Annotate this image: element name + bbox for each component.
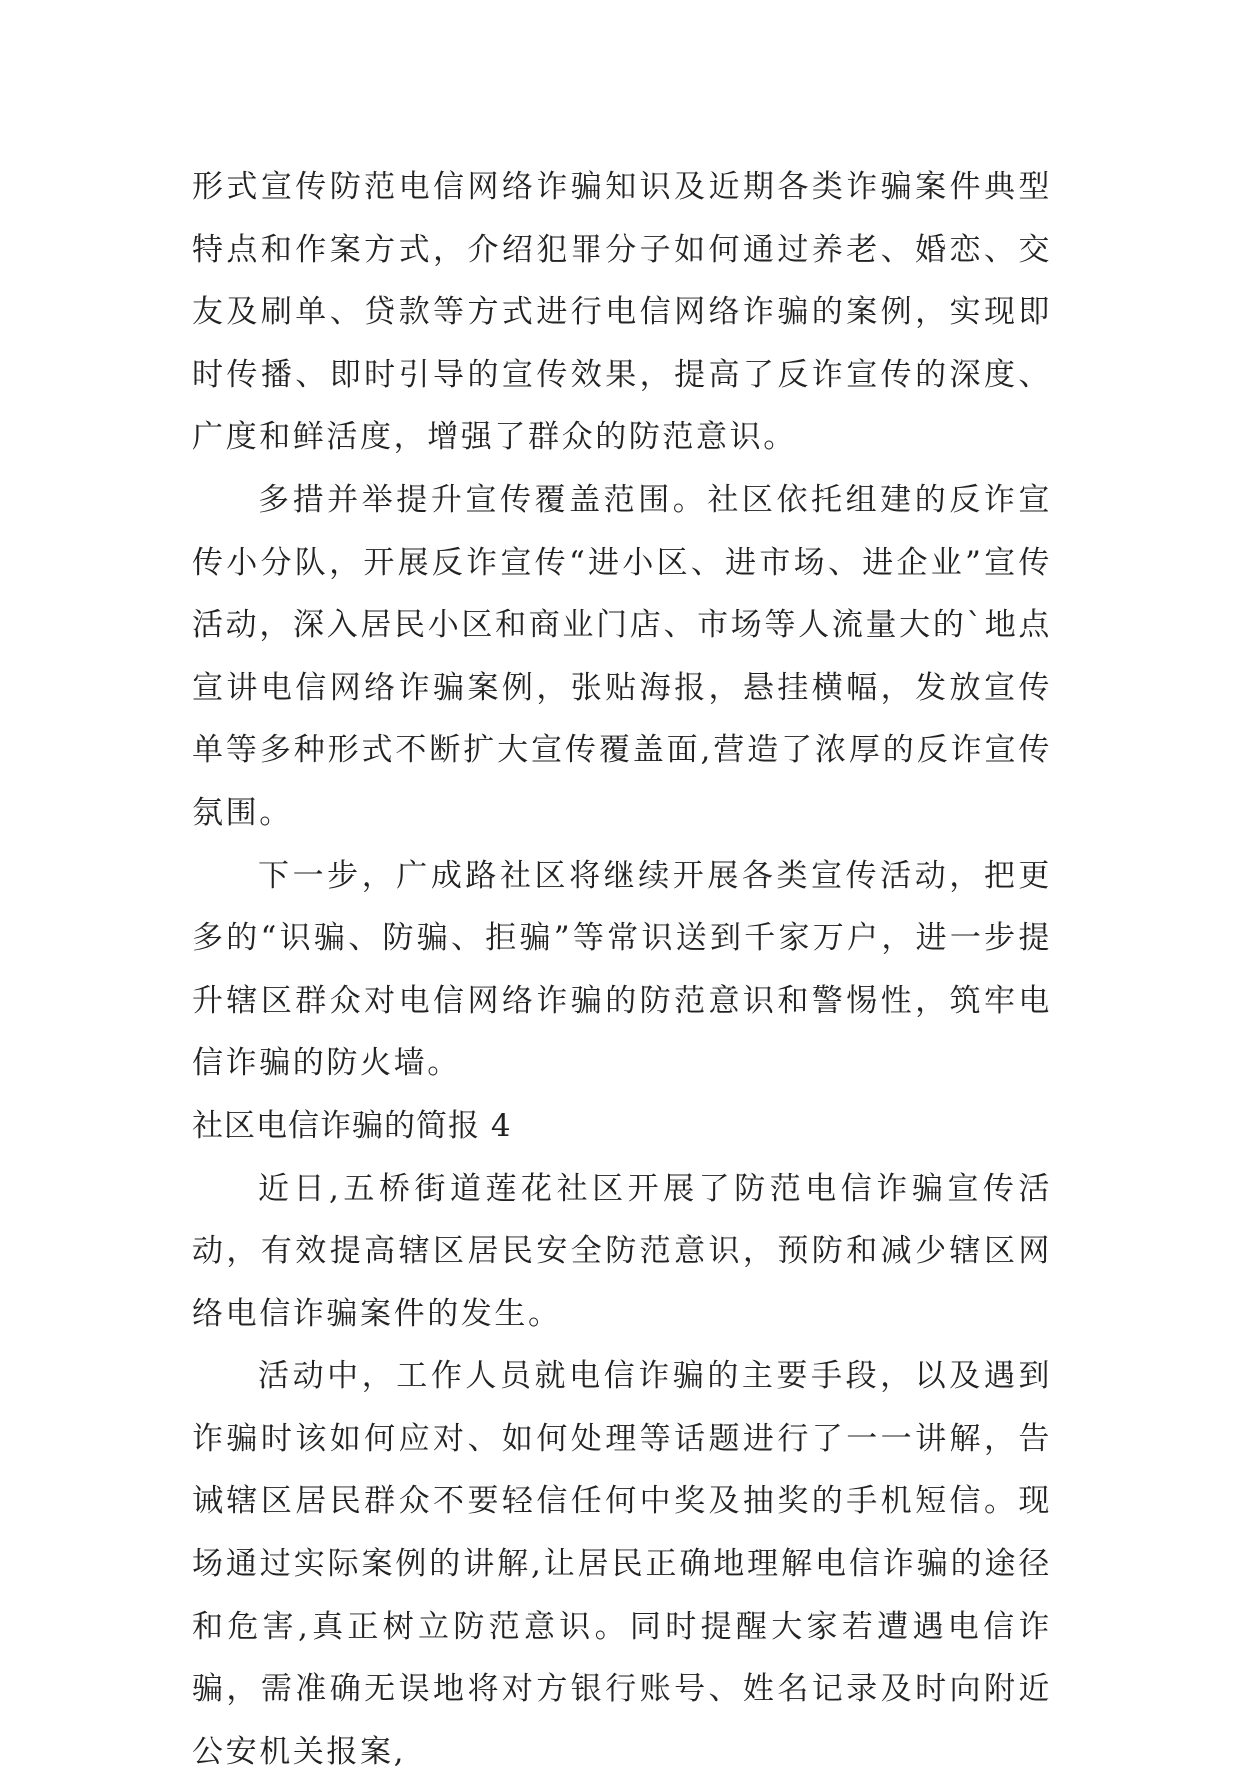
document-body — [192, 156, 1052, 1783]
paragraph-next-step: 下一步，广成路社区将继续开展各类宣传活动，把更多的“识骗、防骗、拒骗”等常识送到千家万户，进一步提升辖区群众对电信网络诈骗的防范意识和警惕性，筑牢电信诈骗的防火墙。 — [192, 857, 1052, 1082]
section-title: 社区电信诈骗的简报 4 — [192, 1107, 512, 1144]
paragraph-coverage: 多措并举提升宣传覆盖范围。社区依托组建的反诈宣传小分队，开展反诈宣传“进小区、进市场、进企业”宣传活动，深入居民小区和商业门店、市场等人流量大的`地点宣讲电信网络诈骗案例，张贴海报，悬挂横幅，发放宣传单等多种形式不断扩大宣传覆盖面,营造了浓厚的反诈宣传氛围。 — [192, 481, 1052, 831]
paragraph-activity-details: 活动中，工作人员就电信诈骗的主要手段，以及遇到诈骗时该如何应对、如何处理等话题进行了一一讲解，告诫辖区居民群众不要轻信任何中奖及抽奖的手机短信。现场通过实际案例的讲解,让居民正确地理解电信诈骗的途径和危害,真正树立防范意识。同时提醒大家若遭遇电信诈骗，需准确无误地将对方银行账号、姓名记录及时向附近公安机关报案, — [192, 1358, 1052, 1770]
paragraph-recent-activity: 近日,五桥街道莲花社区开展了防范电信诈骗宣传活动，有效提高辖区居民安全防范意识，预防和减少辖区网络电信诈骗案件的发生。 — [192, 1170, 1052, 1332]
paragraph-continuation: 形式宣传防范电信网络诈骗知识及近期各类诈骗案件典型特点和作案方式，介绍犯罪分子如何通过养老、婚恋、交友及刷单、贷款等方式进行电信网络诈骗的案例，实现即时传播、即时引导的宣传效果，提高了反诈宣传的深度、广度和鲜活度，增强了群众的防范意识。 — [192, 169, 1052, 456]
